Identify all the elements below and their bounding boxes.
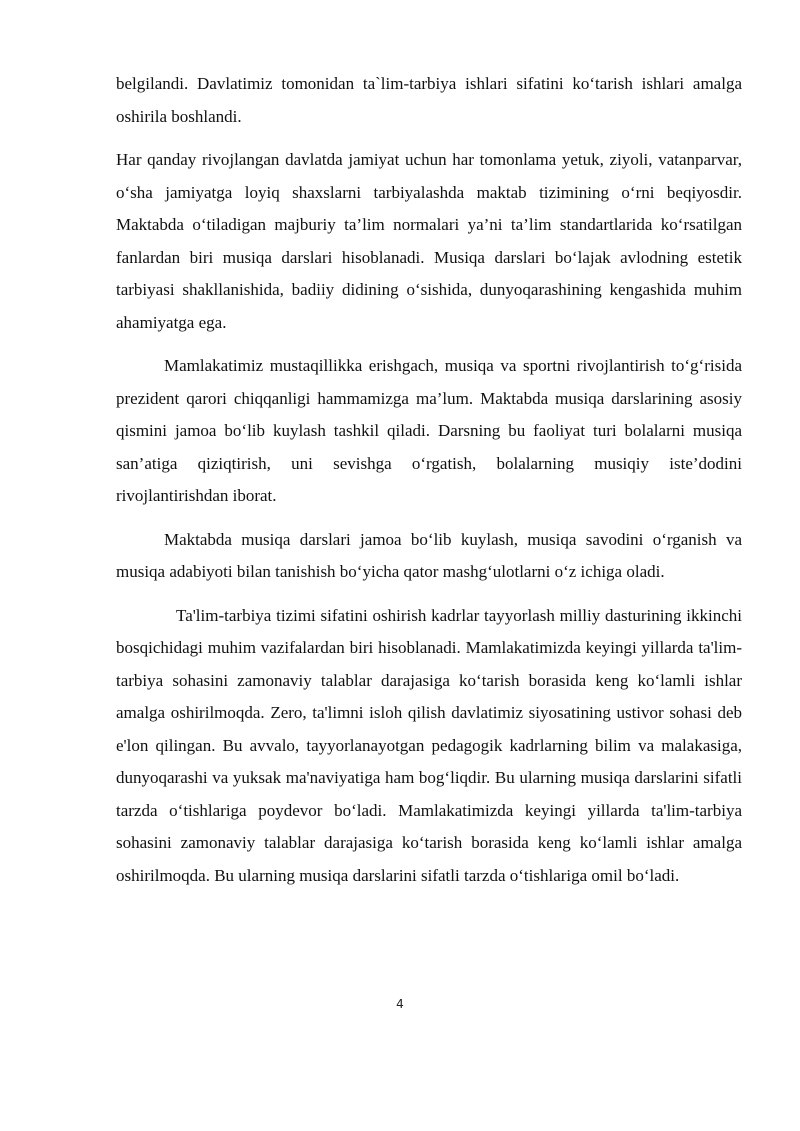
paragraph-4: Maktabda musiqa darslari jamoa bo‘lib kuylash, musiqa savodini o‘rganish va musiqa adabiyoti bilan tanishish bo‘yicha qator mashg‘ulotlarni o‘z ichiga oladi. [116,529,742,581]
paragraph-3: Mamlakatimiz mustaqillikka erishgach, musiqa va sportni rivojlantirish to‘g‘risida prezident qarori chiqqanligi hammamizga ma’lum. Maktabda musiqa darslarining asosiy qismini jamoa bo‘lib kuylash tashkil qiladi. Darsning bu faoliyat turi bolalarni musiqa san’atiga qiziqtirish, uni sevishga o‘rgatish, bolalarning musiqiy iste’dodini rivojlantirishdan iborat. [116,356,742,505]
body-text [116,68,742,892]
paragraph-2: Har qanday rivojlangan davlatda jamiyat uchun har tomonlama yetuk, ziyoli, vatanparvar, o‘sha jamiyatga loyiq shaxslarni tarbiyalashda maktab tizimining o‘rni beqiyosdir. Maktabda o‘tiladigan majburiy ta’lim normalari ya’ni ta’lim standartlarida ko‘rsatilgan fanlardan biri musiqa darslari hisoblanadi. Musiqa darslari bo‘lajak avlodning estetik tarbiyasi shakllanishida, badiiy didining o‘sishida, dunyoqarashining kengashida muhim ahamiyatga ega. [116,150,742,332]
paragraph-5: Ta'lim-tarbiya tizimi sifatini oshirish kadrlar tayyorlash milliy dasturining ikkinchi bosqichidagi muhim vazifalardan biri hisoblanadi. Mamlakatimizda keyingi yillarda ta'lim-tarbiya sohasini zamonaviy talablar darajasiga ko‘tarish borasida keng ko‘lamli ishlar amalga oshirilmoqda. Zero, ta'limni isloh qilish davlatimiz siyosatining ustivor sohasi deb e'lon qilingan. Bu avvalo, tayyorlanayotgan pedagogik kadrlarning bilim va malakasiga, dunyoqarashi va yuksak ma'naviyatiga ham bog‘liqdir. Bu ularning musiqa darslarini sifatli tarzda o‘tishlariga poydevor bo‘ladi. Mamlakatimizda keyingi yillarda ta'lim-tarbiya sohasini zamonaviy talablar darajasiga ko‘tarish borasida keng ko‘lamli ishlar amalga oshirilmoqda. Bu ularning musiqa darslarini sifatli tarzda o‘tishlariga omil bo‘ladi. [116,605,742,885]
paragraph-1: belgilandi. Davlatimiz tomonidan ta`lim-tarbiya ishlari sifatini ko‘tarish ishlari amalga oshirila boshlandi. [116,74,742,126]
page-number: 4 [396,997,404,1011]
